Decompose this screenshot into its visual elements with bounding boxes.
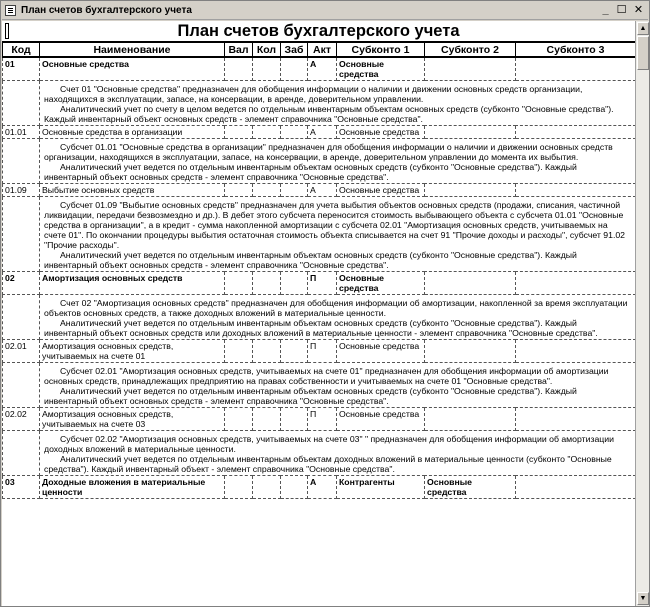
account-sub1-cell: Основные средства (337, 272, 425, 295)
column-header: Субконто 2 (425, 42, 516, 57)
title-bar[interactable] (2, 2, 648, 20)
account-sub2-cell (425, 272, 516, 295)
account-description-row (3, 139, 636, 184)
account-sub1-cell: Основные средства (337, 57, 425, 81)
description-paragraph: Субсчет 01.09 "Выбытие основных средств" предназначен для учета выбытия объектов основных средств (продажи, списания, частичной ликвидации, передачи безвозмездно и др.). В дебет этого субсчета переносится стоимость выбывающего объекта с субсчета 01.01 "Основные средства в организации", а в кредит - сумма накопленной амортизации с субсчета 02.01 "Амортизация основных средств, учитываемых на счете 01". По окончании процедуры выбытия остаточная стоимость объекта списывается на счет 91 "Прочие доходы и расходы", субсчет 91.02 "Прочие расходы". (44, 200, 626, 250)
description-paragraph: Аналитический учет ведется по отдельным инвентарным объектам основных средств (субконто "Основные средства"). Каждый инвентарный объект основных средств или доходных вложений в материальные ценности - элемент справочника "Основные средства". (44, 318, 598, 338)
document-icon (5, 5, 16, 16)
account-sub1-cell: Основные средства (337, 184, 425, 197)
description-paragraph: Субсчет 01.01 "Основные средства в организации" предназначен для обобщения информации о наличии и движении основных средств организации, находящихся в эксплуатации, запасе, на консервации, в аренде, доверительном управлении до момента их выбытия. (44, 142, 613, 162)
account-description-row (3, 197, 636, 272)
maximize-button[interactable]: ☐ (616, 4, 627, 16)
account-description (40, 197, 636, 272)
account-akt-cell: А (308, 476, 337, 499)
column-header: Заб (281, 42, 308, 57)
description-indent-cell (3, 295, 40, 340)
account-name-cell: Выбытие основных средств (40, 184, 225, 197)
account-sub3-cell (516, 184, 636, 197)
account-sub1-cell: Основные средства (337, 408, 425, 431)
account-code-cell: 01.09 (3, 184, 40, 197)
account-name-cell: Амортизация основных средств, учитываемых на счете 01 (40, 340, 225, 363)
description-paragraph: Аналитический учет ведется по отдельным инвентарным объектам основных средств (субконто "Основные средства"). Каждый инвентарный объект основных средств - элемент справочника "Основные средства". (44, 250, 577, 270)
window-title: План счетов бухгалтерского учета (21, 5, 192, 16)
table-header-row (3, 42, 636, 57)
account-row[interactable] (3, 340, 636, 363)
account-sub1-cell: Основные средства (337, 126, 425, 139)
account-val-cell (225, 476, 253, 499)
account-sub3-cell (516, 408, 636, 431)
column-header: Акт (308, 42, 337, 57)
account-name-cell: Основные средства (40, 57, 225, 81)
account-name-cell: Основные средства в организации (40, 126, 225, 139)
account-code-cell: 01.01 (3, 126, 40, 139)
minimize-button[interactable]: _ (602, 4, 609, 16)
account-zab-cell (281, 57, 308, 81)
account-code-cell: 02.02 (3, 408, 40, 431)
description-indent-cell (3, 81, 40, 126)
account-row[interactable] (3, 408, 636, 431)
close-button[interactable]: ✕ (633, 4, 644, 16)
account-row[interactable] (3, 57, 636, 81)
description-indent-cell (3, 431, 40, 476)
description-paragraph: Субсчет 02.02 "Амортизация основных средств, учитываемых на счете 03" " предназначен для обобщения информации об амортизации доходных вложений в материальные ценности. (44, 434, 614, 454)
description-paragraph: Аналитический учет по счету в целом ведется по отдельным инвентарным объектам основных средств (субконто "Основные средства"). Каждый инвентарный объект основных средств - элемент справочника "Основные средства". (44, 104, 614, 124)
scroll-thumb[interactable] (637, 36, 649, 70)
account-name-cell: Амортизация основных средств (40, 272, 225, 295)
account-kol-cell (253, 272, 281, 295)
account-val-cell (225, 340, 253, 363)
account-row[interactable] (3, 476, 636, 499)
account-val-cell (225, 126, 253, 139)
account-kol-cell (253, 184, 281, 197)
account-sub3-cell (516, 272, 636, 295)
account-description (40, 295, 636, 340)
account-sub1-cell: Основные средства (337, 340, 425, 363)
column-header: Субконто 1 (337, 42, 425, 57)
description-paragraph: Аналитический учет ведется по отдельным инвентарным объектам доходных вложений в материальные ценности (субконто "Основные средства"). Каждый инвентарный объект - элемент справочника "Основные средства". (44, 454, 612, 474)
description-paragraph: Аналитический учет ведется по отдельным инвентарным объектам основных средств (субконто "Основные средства"). Каждый инвентарный объект основных средств - элемент справочника "Основные средства". (44, 386, 577, 406)
account-description (40, 139, 636, 184)
account-description (40, 81, 636, 126)
account-kol-cell (253, 57, 281, 81)
account-name-cell: Доходные вложения в материальные ценности (40, 476, 225, 499)
description-indent-cell (3, 197, 40, 272)
accounts-table (2, 41, 635, 499)
account-description-row (3, 363, 636, 408)
account-akt-cell: А (308, 126, 337, 139)
account-zab-cell (281, 340, 308, 363)
column-header: Наименование (40, 42, 225, 57)
column-header: Код (3, 42, 40, 57)
account-kol-cell (253, 126, 281, 139)
scroll-down-button[interactable]: ▼ (637, 592, 649, 605)
account-description (40, 431, 636, 476)
account-val-cell (225, 272, 253, 295)
account-sub2-cell (425, 184, 516, 197)
account-sub3-cell (516, 57, 636, 81)
column-header: Вал (225, 42, 253, 57)
account-description-row (3, 431, 636, 476)
account-sub2-cell (425, 126, 516, 139)
account-row[interactable] (3, 272, 636, 295)
account-zab-cell (281, 184, 308, 197)
account-sub2-cell (425, 408, 516, 431)
account-code-cell: 01 (3, 57, 40, 81)
account-code-cell: 02.01 (3, 340, 40, 363)
column-header: Субконто 3 (516, 42, 636, 57)
account-akt-cell: П (308, 340, 337, 363)
account-name-cell: Амортизация основных средств, учитываемых на счете 03 (40, 408, 225, 431)
column-header: Кол (253, 42, 281, 57)
account-akt-cell: А (308, 57, 337, 81)
account-kol-cell (253, 340, 281, 363)
scroll-up-button[interactable]: ▲ (637, 22, 649, 35)
account-sub3-cell (516, 126, 636, 139)
account-description (40, 363, 636, 408)
vertical-scrollbar[interactable] (635, 21, 649, 606)
account-description-row (3, 81, 636, 126)
account-sub3-cell (516, 476, 636, 499)
account-sub2-cell (425, 57, 516, 81)
account-kol-cell (253, 476, 281, 499)
account-sub2-cell (425, 340, 516, 363)
account-akt-cell: А (308, 184, 337, 197)
account-code-cell: 02 (3, 272, 40, 295)
description-indent-cell (3, 139, 40, 184)
account-code-cell: 03 (3, 476, 40, 499)
account-zab-cell (281, 272, 308, 295)
account-val-cell (225, 184, 253, 197)
account-sub3-cell (516, 340, 636, 363)
account-description-row (3, 295, 636, 340)
account-val-cell (225, 408, 253, 431)
account-zab-cell (281, 476, 308, 499)
report-title: План счетов бухгалтерского учета (177, 22, 460, 40)
account-kol-cell (253, 408, 281, 431)
account-akt-cell: П (308, 272, 337, 295)
description-indent-cell (3, 363, 40, 408)
description-paragraph: Счет 02 "Амортизация основных средств" предназначен для обобщения информации об амортизации, накопленной за время эксплуатации объектов основных средств, а также доходных вложений в материальные ценности. (44, 298, 628, 318)
description-paragraph: Субсчет 02.01 "Амортизация основных средств, учитываемых на счете 01" предназначен для обобщения информации об амортизации основных средств, принадлежащих предприятию на правах собственности и учитываемых на счете 01 "Основные средства". (44, 366, 609, 386)
description-paragraph: Счет 01 "Основные средства" предназначен для обобщения информации о наличии и движении основных средств организации, находящихся в эксплуатации, запасе, на консервации, в аренде, доверительном управлении. (44, 84, 583, 104)
account-zab-cell (281, 126, 308, 139)
report-page[interactable] (2, 21, 635, 606)
account-sub2-cell: Основные средства (425, 476, 516, 499)
table-body (3, 57, 636, 499)
account-row[interactable] (3, 184, 636, 197)
account-zab-cell (281, 408, 308, 431)
account-row[interactable] (3, 126, 636, 139)
account-val-cell (225, 57, 253, 81)
account-sub1-cell: Контрагенты (337, 476, 425, 499)
description-paragraph: Аналитический учет ведется по отдельным инвентарным объектам основных средств (субконто "Основные средства"). Каждый инвентарный объект основных средств - элемент справочника "Основные средства". (44, 162, 577, 182)
account-akt-cell: П (308, 408, 337, 431)
